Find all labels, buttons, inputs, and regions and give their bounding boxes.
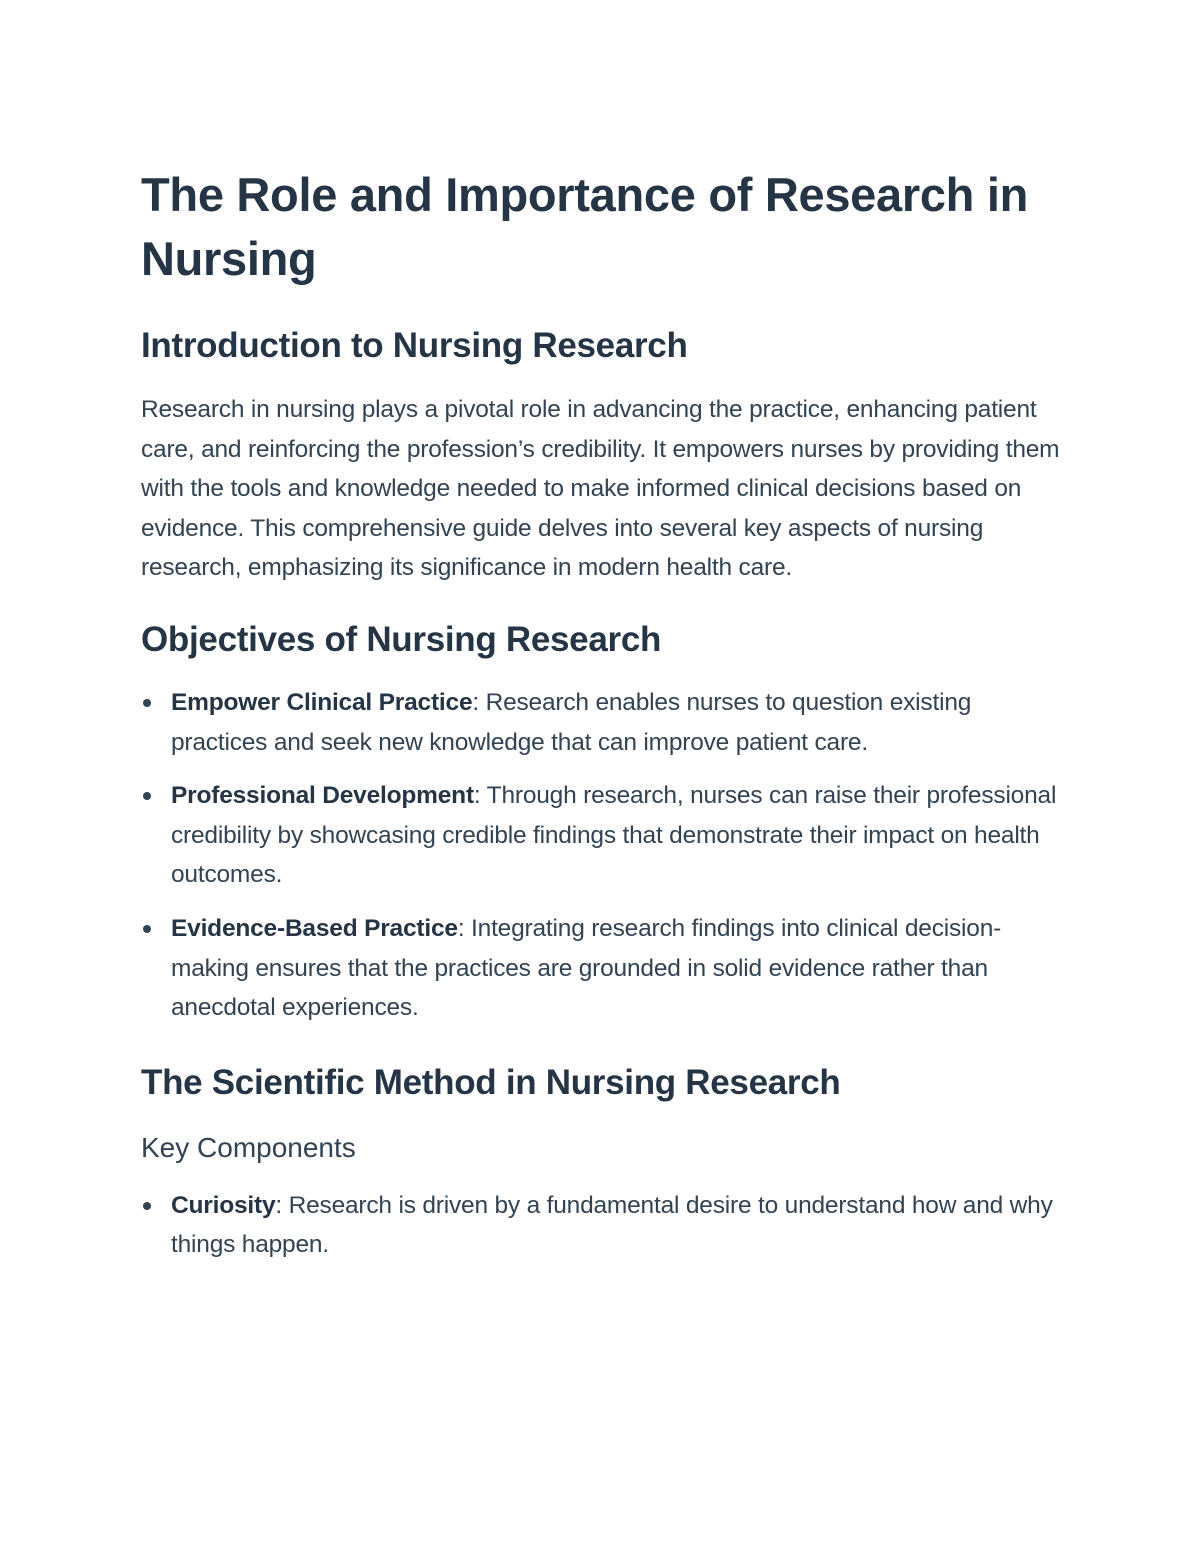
bullet-text: : Integrating research findings into clinical decision-making ensures that the practices are grounded in solid evidence rather than anecdotal experiences. xyxy=(171,914,1002,1022)
introduction-paragraph: Research in nursing plays a pivotal role in advancing the practice, enhancing patient care, and reinforcing the profession’s credibility. It empowers nurses by providing them with the tools and knowledge needed to make informed clinical decisions based on evidence. This comprehensive guide delves into several key aspects of nursing research, emphasizing its significance in modern health care. xyxy=(141,396,1060,582)
bullet-text: : Research enables nurses to question existing practices and seek new knowledge that can improve patient care. xyxy=(171,688,972,756)
list-item xyxy=(141,1186,1071,1265)
bullet-icon xyxy=(143,792,151,800)
objectives-list xyxy=(141,683,1071,1028)
page-title: The Role and Importance of Research in Nursing xyxy=(141,168,1029,285)
list-item xyxy=(141,683,1071,762)
bullet-icon xyxy=(143,699,151,707)
section-heading-introduction: Introduction to Nursing Research xyxy=(141,326,688,365)
bullet-term: Empower Clinical Practice xyxy=(171,688,473,716)
list-item xyxy=(141,909,1071,1028)
bullet-icon xyxy=(143,1202,151,1210)
list-item xyxy=(141,776,1071,895)
section-heading-scientific-method: The Scientific Method in Nursing Research xyxy=(141,1062,841,1102)
bullet-term: Evidence-Based Practice xyxy=(171,914,458,942)
bullet-icon xyxy=(143,925,151,933)
bullet-text: : Research is driven by a fundamental desire to understand how and why things happen. xyxy=(171,1191,1053,1259)
subheading-key-components: Key Components xyxy=(141,1131,356,1163)
bullet-text: : Through research, nurses can raise their professional credibility by showcasing credible findings that demonstrate their impact on health outcomes. xyxy=(171,782,1057,889)
bullet-term: Curiosity xyxy=(171,1191,276,1219)
bullet-term: Professional Development xyxy=(171,782,474,810)
section-heading-objectives: Objectives of Nursing Research xyxy=(141,619,662,659)
key-components-list xyxy=(141,1186,1071,1265)
document-page xyxy=(141,163,1071,1265)
